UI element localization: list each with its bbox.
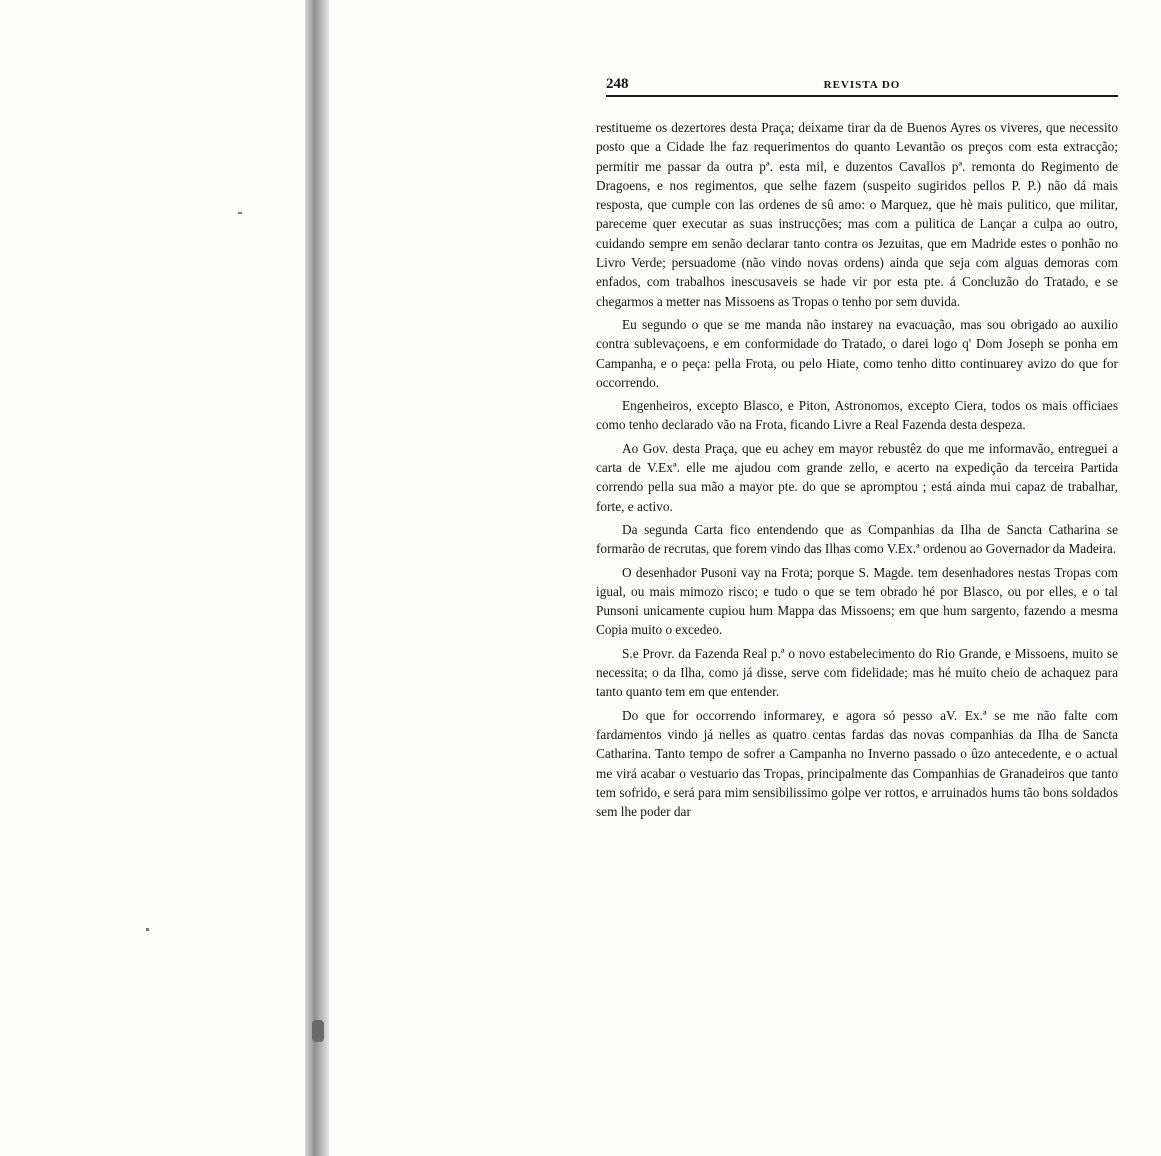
paragraph: S.e Provr. da Fazenda Real p.ª o novo estabelecimento do Rio Grande, e Missoens, muito se necessita; o da Ilha, como já disse, serve com fidelidade; mas hé muito cheio de achaquez para tanto quanto tem em que entender. — [596, 645, 1118, 700]
paragraph: O desenhador Pusoni vay na Frota; porque S. Magde. tem desenhadores nestas Tropas com igual, ou mais mimozo risco; e tudo o que se tem obrado hé por Blasco, ou por elles, e o tal Punsoni unicamente cupiou hum Mappa das Missoens; em que hum sargento, fazendo a mesma Copia muito o excedeo. — [596, 564, 1118, 638]
paragraph: Engenheiros, excepto Blasco, e Piton, Astronomos, excepto Ciera, todos os mais officiaes como tenho declarado vão na Frota, ficando Livre a Real Fazenda desta despeza. — [596, 398, 1118, 433]
paragraph: restitueme os dezertores desta Praça; deixame tirar da de Buenos Ayres os viveres, que necessito posto que a Cidade lhe faz requerimentos do quanto Levantão os preços com esta extracção; permitir me passar da outra pª. esta mil, e duzentos Cavallos pª. remonta do Regimento de Dragoens, e nos regimentos, que selhe fazem (suspeito sugiridos pellos P. P.) não dá mais resposta, que cumple con las ordenes de sû amo: o Marquez, que hè mais pulitico, que militar, pareceme quer executar as suas instrucções; mas com a pulitica de Lançar a culpa ao outro, cuidando sempre em senão declarar tanto contra os Jezuitas, que em Madride estes o ponhão no Livro Verde; persuadome (não vindo novas ordens) ainda que seja com alguas demoras com enfados, com trabalhos inescusaveis se hade vir por esta pte. á Concluzão do Tratado, e se chegarmos a metter nas Missoens as Tropas o tenho por sem duvida. — [596, 120, 1118, 309]
book-gutter — [305, 0, 329, 1156]
page-body — [596, 118, 1118, 825]
running-title: REVISTA DO — [823, 79, 901, 91]
scan-speck — [238, 212, 242, 214]
header-rule — [606, 95, 1118, 97]
paragraph: Eu segundo o que se me manda não instarey na evacuação, mas sou obrigado ao auxilio contra sublevaçoens, e em conformidade do Tratado, o darei logo q' Dom Joseph se ponha em Campanha, e o peça: pella Frota, ou pelo Hiate, como tenho ditto continuarey avizo do que for occorrendo. — [596, 316, 1118, 390]
paragraph: Do que for occorrendo informarey, e agora só pesso aV. Ex.ª se me não falte com fardamentos vindo já nelles as quatro centas fardas das novas companhias da Ilha de Sancta Catharina. Tanto tempo de sofrer a Campanha no Inverno passado o ûzo antecedente, e o actual me virá acabar o vestuario das Tropas, principalmente das Companhias de Granadeiros que tanto tem sofrido, e será para mim sensibilissimo golpe ver rottos, e arruinados hums tão bons soldados sem lhe poder dar — [596, 707, 1118, 820]
page-header — [606, 74, 1118, 98]
paragraph: Ao Gov. desta Praça, que eu achey em mayor rebustêz do que me informavão, entreguei a carta de V.Exª. elle me ajudou com grande zello, e acerto na expedição da terceira Partida correndo pella sua mão a mayor pte. do que se apromptou ; está ainda mui capaz de trabalhar, forte, e activo. — [596, 440, 1118, 514]
page-number: 248 — [606, 76, 629, 92]
scan-speck — [146, 928, 149, 931]
gutter-blemish — [312, 1020, 324, 1042]
paragraph: Da segunda Carta fico entendendo que as Companhias da Ilha de Sancta Catharina se formarão de recrutas, que forem vindo das Ilhas como V.Ex.ª ordenou ao Governador da Madeira. — [596, 521, 1118, 557]
